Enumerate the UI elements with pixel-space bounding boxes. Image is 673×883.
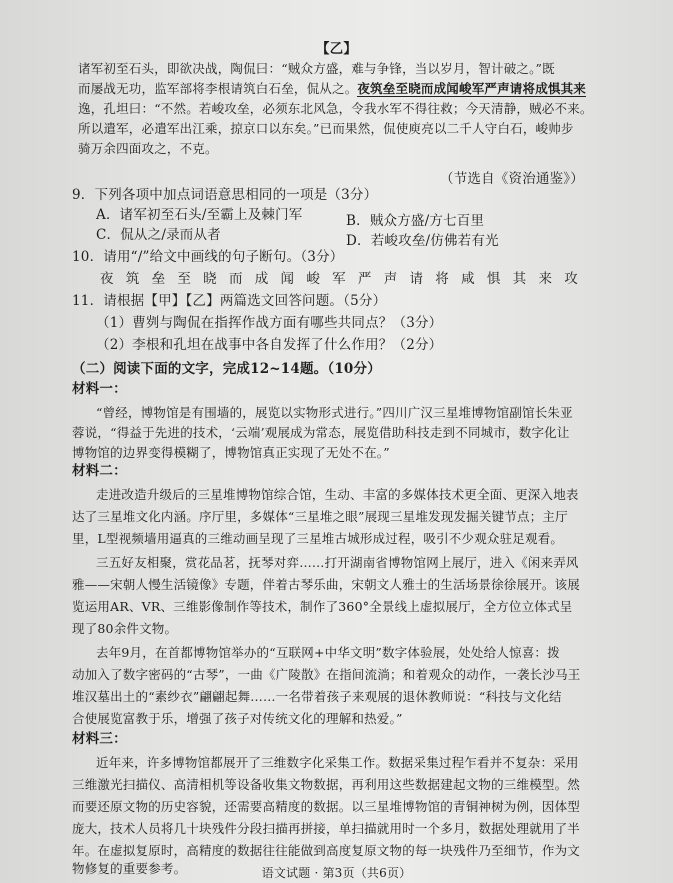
- m2-line-4: 三五好友相聚，赏花品茗，抚琴对弈……打开湖南省博物馆网上展厅，进入《闲来弄风: [96, 555, 579, 570]
- m2-line-7: 现了80余件文物。: [72, 621, 178, 636]
- m2-line-6: 览运用AR、VR、三维影像制作等技术，制作了360°全景线上虚拟展厅，全方位立体式呈: [72, 599, 573, 614]
- yi-line-2-text: 而屡战无功，监军部将李根请筑白石垒，侃从之。: [78, 81, 358, 96]
- m1-line-3: 博物馆的边界变得模糊了，博物馆真正实现了无处不在。”: [72, 445, 390, 460]
- m2-line-9: 动加入了数字密码的“古琴”，一曲《广陵散》在指间流淌；和着观众的动作，一袭长沙马王: [72, 667, 581, 682]
- yi-line-5: 骑万余四面攻之，不克。: [78, 141, 218, 156]
- question-11-part-1: （1）曹刿与陶侃在指挥作战方面有哪些共同点？（3分）: [96, 315, 443, 331]
- underlined-sentence: 夜筑垒至晓而成闻峻军严声请将成惧其来: [357, 81, 587, 96]
- question-9-option-d: D．若峻攻垒/仿佛若有光: [346, 233, 499, 249]
- question-9-option-b: B．贼众方盛/方七百里: [346, 213, 485, 229]
- reading-heading: （二）阅读下面的文字，完成12~14题。（10分）: [72, 361, 381, 377]
- m2-line-11: 合使展览富教于乐，增强了孩子对传统文化的理解和热爱。”: [72, 711, 403, 726]
- m1-line-2: 蓉说，“得益于先进的技术，‘云端’观展成为常态，展览借助科技走到不同城市，数字化让: [72, 425, 570, 440]
- yi-line-4: 所以遣军，必遣军出江乘，掠京口以东矣。”已而果然，侃使庾亮以二千人守白石，峻帅步: [78, 121, 574, 136]
- question-9-option-a: A．诸军初至石头/至霸上及棘门军: [96, 207, 303, 223]
- m3-line-1: 近年来，许多博物馆都展开了三维数字化采集工作。数据采集过程乍看并不复杂：采用: [96, 755, 579, 770]
- m1-line-1: “曾经，博物馆是有围墙的，展览以实物形式进行。”四川广汉三星堆博物馆副馆长朱亚: [96, 405, 573, 420]
- m2-line-2: 达了三星堆文化内涵。序厅里，多媒体“三星堆之眼”展现三星堆发现发掘关键节点；主厅: [72, 509, 568, 524]
- question-9-option-c: C．侃从之/录而从者: [96, 227, 221, 243]
- page-footer: 语文试题 · 第3页（共6页）: [261, 866, 412, 880]
- yi-line-2: [78, 80, 586, 98]
- question-11-part-2: （2）李根和孔坦在战事中各自发挥了什么作用？（2分）: [96, 337, 443, 353]
- m3-line-5: 年。在虚拟复原时，高精度的数据往往能做到高度复原文物的每一块残件乃至细节，作为文: [72, 843, 581, 858]
- m3-line-2: 三维激光扫描仪、高清相机等设备收集文物数据，再利用这些数据建起文物的三维模型。然: [72, 777, 581, 792]
- m2-line-5: 雅——宋朝人慢生活镜像》专题，伴着古琴乐曲，宋朝文人雅士的生活场景徐徐展开。该展: [72, 577, 581, 592]
- m2-line-3: 里，L型视频墙用逼真的三维动画呈现了三星堆古城形成过程，吸引不少观众驻足观看。: [72, 531, 564, 546]
- question-11: 11．请根据【甲】【乙】两篇选文回答问题。（5分）: [72, 293, 387, 309]
- yi-line-1: 诸军初至石头，即欲决战，陶侃曰：“贼众方盛，难与争锋，当以岁月，智计破之。”既: [78, 61, 555, 76]
- question-10-sentence: 夜 筑 垒 至 晓 而 成 闻 峻 军 严 声 请 将 咸 惧 其 来 攻: [100, 271, 582, 287]
- source-note: （节选自《资治通鉴》）: [440, 171, 584, 187]
- material-1-title: 材料一：: [72, 381, 127, 397]
- m3-line-6: 物修复的重要参考。: [72, 861, 187, 876]
- m2-line-1: 走进改造升级后的三星堆博物馆综合馆，生动、丰富的多媒体技术更全面、更深入地表: [96, 487, 579, 502]
- m3-line-3: 而要还原文物的历史容貌，还需要高精度的数据。以三星堆博物馆的青铜神树为例，因体型: [72, 799, 581, 814]
- m3-line-4: 庞大，技术人员将几十块残件分段扫描再拼接，单扫描就用时一个多月，数据处理就用了半: [72, 821, 581, 836]
- question-9: 9．下列各项中加点词语意思相同的一项是（3分）: [72, 187, 378, 203]
- yi-line-3: 逸，孔坦曰：“不然。若峻攻垒，必须东北风急，令我水军不得往救；今天清静，贼必不来。: [78, 101, 593, 116]
- m2-line-10: 堆汉墓出土的“素纱衣”翩翩起舞……一名带着孩子来观展的退休教师说：“科技与文化结: [72, 689, 562, 704]
- material-2-title: 材料二：: [72, 463, 127, 479]
- question-10: 10．请用“/”给文中画线的句子断句。（3分）: [72, 249, 344, 265]
- section-yi-label: 【乙】: [315, 41, 358, 57]
- m2-line-8: 去年9月，在首都博物馆举办的“互联网+中华文明”数字体验展，处处给人惊喜：拨: [96, 645, 560, 660]
- material-3-title: 材料三：: [72, 731, 127, 747]
